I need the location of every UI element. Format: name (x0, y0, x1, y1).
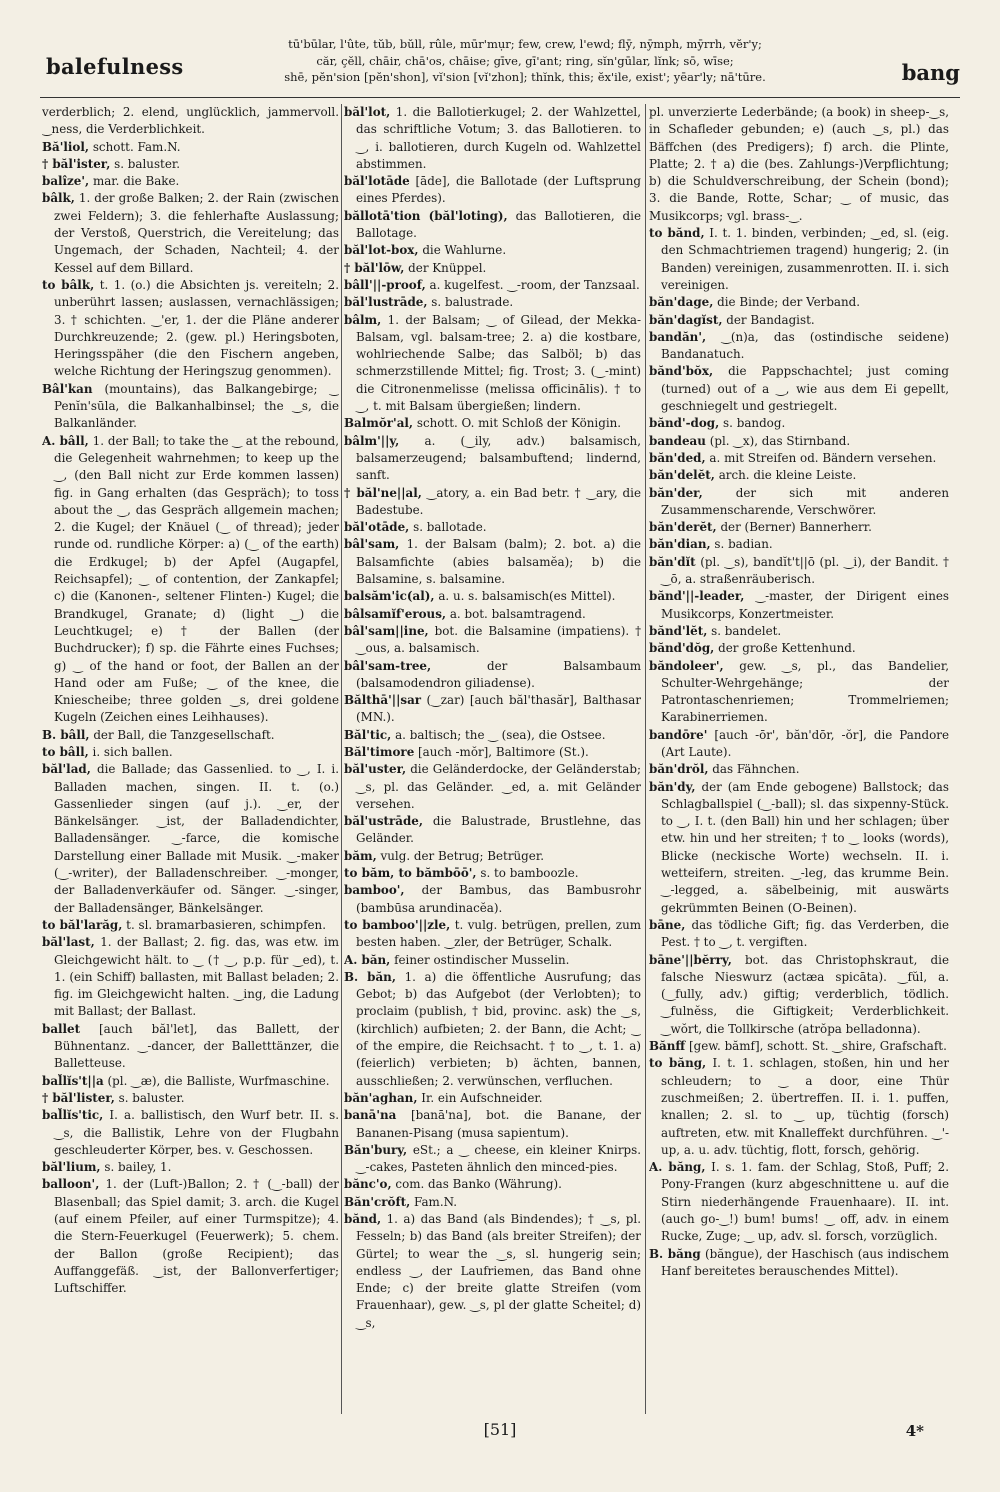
definition: das Ballotieren, die Ballotage. (356, 208, 641, 241)
dictionary-entry (42, 744, 339, 761)
dictionary-entry (344, 952, 641, 969)
definition: 1. der Ballast; 2. fig. das, was etw. im Gleichgewicht hält. to ‿ († ‿, p.p. für ‿ed), t. 1. (ein Schiff) ballasten, mit Ballast beladen; 2. fig. im Gleichgewicht halten. ‿ing, die Ladung mit Ballast; der Ballast. (54, 935, 339, 1019)
headword: Băn'bury, (344, 1142, 408, 1157)
dictionary-entry (649, 640, 949, 657)
dictionary-entry (344, 173, 641, 208)
definition: der sich mit anderen Zusammenscharende, Verschwörer. (661, 485, 949, 517)
headword: Băl'tic, (344, 727, 392, 742)
header-rule (40, 97, 960, 98)
headword: băn'aghan, (344, 1090, 418, 1105)
page-header (40, 30, 960, 94)
dictionary-entry (42, 1090, 339, 1107)
definition: a. baltisch; the ‿ (sea), die Ostsee. (395, 727, 606, 742)
headword: Băn'crŏft, (344, 1194, 411, 1209)
headword: băl'uster, (344, 762, 407, 777)
dictionary-entry (344, 606, 641, 623)
definition: vulg. der Betrug; Betrüger. (380, 848, 544, 863)
definition: 1. der große Balken; 2. der Rain (zwischen zwei Feldern); 3. die fehlerhafte Auslassung; der Verstoß, Querstrich, die Vereitelung; das Ungemach, der Schaden, Nachteil; 4. der Kessel auf dem Billard. (54, 191, 339, 275)
definition: a. (‿ily, adv.) balsamisch, balsamerzeugend; balsambuftend; lindernd, sanft. (356, 433, 641, 483)
definition: ‿-master, der Dirigent eines Musikcorps, Konzertmeister. (661, 589, 949, 621)
headword: băl'lustrāde, (344, 295, 428, 310)
headword: bâl'sam, (344, 537, 400, 552)
dictionary-entry (649, 519, 949, 536)
definition: (pl. ‿æ), die Balliste, Wurfmaschine. (107, 1073, 330, 1088)
headword: ballet (42, 1021, 81, 1036)
headword: băl'lot-box, (344, 243, 419, 258)
definition: s. bandelet. (711, 623, 782, 638)
dictionary-entry (649, 623, 949, 640)
definition: gew. ‿s, pl., das Bandelier, Schulter-Wehrgehänge; der Patrontaschenriemen; Trommelriemen; Karabinerriemen. (661, 658, 949, 725)
definition: I. s. 1. fam. der Schlag, Stoß, Puff; 2. Pony-Frangen (kurz abgeschnittene u. auf die Stirn niederhängende Frauenhaare). II. int. (auch go-‿!) bum! bums! ‿ off, adv. in einem Rucke, Zuge; ‿ up, adv. sl. forsch, vorzüglich. (661, 1160, 949, 1244)
definition: 1. der (Luft-)Ballon; 2. † (‿-ball) der Blasenball; das Spiel damit; 3. arch. die Kugel (auf einem Pfeiler, auf einer Turmspitze); 4. die Stern-Feuerkugel (Feuerwerk); 5. chem. der Ballon (große Recipient); das Auffanggefäß. ‿ist, der Ballonverfertiger; Luftschiffer. (54, 1177, 339, 1296)
definition: 1. der Balsam (balm); 2. bot. a) die Balsamfichte (abies balsamĕa); b) die Balsamine, s. balsamine. (356, 537, 641, 587)
headword: bâlm, (344, 312, 382, 327)
headword: balîze', (42, 174, 90, 189)
definition: a. kugelfest. ‿-room, der Tanzsaal. (429, 277, 640, 292)
definition: I. a. ballistisch, den Wurf betr. II. s. ‿s, die Ballistik, Lehre von der Flugbahn geschleuderter Körper, bes. v. Geschossen. (54, 1108, 339, 1157)
headword: băm, (344, 848, 377, 863)
definition: arch. die kleine Leiste. (718, 468, 857, 483)
headword: băn'delĕt, (649, 468, 715, 483)
definition: t. vulg. betrügen, prellen, zum besten haben. ‿zler, der Betrüger, Schalk. (356, 917, 641, 950)
column-3 (649, 104, 949, 1414)
definition: [auch -ōr', băn'dōr, -ŏr], die Pandore (Art Laute). (661, 727, 949, 759)
dictionary-entry (649, 450, 949, 467)
headword: bâll'||-proof, (344, 277, 426, 292)
dictionary-entry (344, 865, 641, 882)
dictionary-entry (649, 727, 949, 762)
definition: s. baluster. (114, 156, 181, 171)
definition: a. u. s. balsamisch(es Mittel). (438, 589, 616, 604)
dictionary-entry (649, 363, 949, 415)
dictionary-entry (42, 917, 339, 934)
dictionary-entry (42, 104, 339, 139)
headword: Băl'timore (344, 744, 415, 759)
definition: s. badian. (714, 537, 773, 552)
dictionary-entry (42, 1107, 339, 1159)
definition: 1. a) das Band (als Bindendes); † ‿s, pl. Fesseln; b) das Band (als breiter Streifen); der Gürtel; to wear the ‿s, sl. hungerig sein; endless ‿, der Laufriemen, das Band ohne Ende; c) der breite glatte Streifen (vom Frauenhaar), gew. ‿s, pl der glatte Scheitel; d) ‿s, (356, 1212, 641, 1330)
dictionary-entry (649, 1159, 949, 1245)
headword: † băl'lister, (42, 1090, 115, 1105)
definition: pl. unverzierte Lederbände; (a book) in sheep-‿s, in Schafleder gebunden; e) (auch ‿s, pl.) das Bäffchen (des Predigers); f) arch. die Plinte, Platte; 2. † a) die (bes. Zahlungs-)Verpflichtung; b) die Schuldverschreibung, der Schein (bond); 3. die Bande, Rotte, Schar; ‿ of music, das Musikcorps; vgl. brass-‿. (649, 105, 949, 223)
dictionary-entry (344, 917, 641, 952)
dictionary-entry (42, 173, 339, 190)
headword: băndoleer', (649, 658, 724, 673)
definition: 1. die Ballotierkugel; 2. der Wahlzettel, das schriftliche Votum; 3. das Ballotieren. to ‿, i. ballotieren, durch Kugeln od. Wahlzettel abstimmen. (356, 105, 641, 171)
dictionary-entry (649, 1055, 949, 1159)
headword: to bâlk, (42, 277, 95, 292)
headword: to bâll, (42, 744, 89, 759)
headword: bâlm'||y, (344, 433, 400, 448)
dictionary-entry (649, 588, 949, 623)
headword: B. băn, (344, 969, 396, 984)
column-1 (42, 104, 339, 1414)
dictionary-entry (649, 312, 949, 329)
headword: balsăm'ic(al), (344, 589, 435, 604)
column-2 (344, 104, 641, 1414)
dictionary-entry (42, 156, 339, 173)
definition: eSt.; a ‿ cheese, ein kleiner Knirps. ‿-cakes, Pasteten ähnlich den minced-pies. (356, 1142, 641, 1175)
headword: bănd, (344, 1212, 382, 1226)
dictionary-entry (649, 415, 949, 432)
headword: bâl'sam-tree, (344, 658, 432, 673)
definition: der große Kettenhund. (718, 641, 856, 656)
dictionary-entry (42, 381, 339, 433)
definition: I. t. 1. binden, verbinden; ‿ed, sl. (eig. den Schmachtriemen tragend) hungerig; 2. (in Banden) vereinigen, zusammenrotten. II. i. sich vereinigen. (661, 226, 949, 292)
dictionary-entry (649, 104, 949, 225)
pronunciation-line: shē, pĕn'sion [pĕn'shon], vĭ'sion [vĭ'zhon]; thĭnk, this; ĕx'ile, exist'; yēar'ly; nā'tūre. (284, 70, 766, 85)
definition: die Binde; der Verband. (717, 295, 861, 310)
definition: das tödliche Gift; fig. das Verderben, die Pest. † to ‿, t. vergiften. (661, 917, 949, 950)
dictionary-entry (344, 692, 641, 727)
definition: die Balustrade, Brustlehne, das Geländer. (356, 814, 641, 846)
definition: der Bambus, das Bambusrohr (bambūsa arundinacĕa). (356, 883, 641, 915)
dictionary-entry (344, 588, 641, 605)
headword: băllotā'tion (băl'loting), (344, 208, 508, 223)
dictionary-entry (649, 433, 949, 450)
headword: † băl'lōw, (344, 260, 405, 275)
definition: 1. der Balsam; ‿ of Gilead, der Mekka-Balsam, vgl. balsam-tree; 2. a) die kostbare, wohlriechende Salbe; das Salböl; b) das schmerzstillende Mittel; fig. Trost; 3. (‿-mint) die Citronenmelisse (melissa officinālis). † to ‿, t. mit Balsam übergießen; lindern. (356, 312, 641, 414)
definition: bot. die Balsamine (impatiens). † ‿ous, a. balsamisch. (356, 623, 641, 656)
headword: Bă'liol, (42, 139, 90, 154)
dictionary-entry (649, 536, 949, 553)
definition: s. to bamboozle. (480, 866, 579, 881)
headword: bănd'bŏx, (649, 364, 714, 379)
definition: [auch băl'let], das Ballett, der Bühnentanz. ‿-dancer, der Balletttänzer, die Balletteuse. (54, 1021, 339, 1071)
headword: Bănff (649, 1039, 686, 1054)
definition: s. bandog. (723, 416, 786, 431)
definition: s. baluster. (118, 1090, 185, 1105)
dictionary-entry (42, 934, 339, 1020)
headword: to băl'larăg, (42, 917, 123, 932)
dictionary-entry (344, 1142, 641, 1177)
headword: băl'lad, (42, 762, 91, 777)
dictionary-entry (649, 329, 949, 364)
dictionary-entry (649, 225, 949, 294)
headword: A. băng, (649, 1160, 706, 1175)
dictionary-entry (649, 1246, 949, 1281)
definition: mar. die Bake. (92, 174, 180, 189)
definition: feiner ostindischer Musselin. (394, 952, 570, 967)
headword: bāne, (649, 917, 686, 932)
headword: băl'lotāde (344, 174, 410, 189)
dictionary-entry (649, 554, 949, 589)
pronunciation-line: căr, çĕll, chāir, chā'os, chāise; gīve, gī'ant; ring, sĭn'gūlar, lĭnk; sō, wīse; (316, 53, 734, 68)
definition: der Bandagist. (726, 312, 815, 327)
definition: die Pappschachtel; just coming (turned) out of a ‿, wie aus dem Ei gepellt, geschniegelt und gestriegelt. (661, 364, 949, 414)
headword: Bălthā'||sar (344, 693, 422, 708)
definition: [āde], die Ballotade (der Luftsprung eines Pferdes). (356, 174, 641, 206)
headword: B. băng (649, 1246, 701, 1261)
definition: der Ball, die Tanzgesellschaft. (93, 727, 275, 742)
dictionary-entry (649, 294, 949, 311)
dictionary-entry (344, 1090, 641, 1107)
definition: schott. O. mit Schloß der Königin. (416, 416, 622, 431)
dictionary-entry (344, 415, 641, 432)
definition: verderblich; 2. elend, unglücklich, jammervoll. ‿ness, die Verderblichkeit. (42, 105, 339, 137)
headword: bănd'dŏg, (649, 641, 715, 656)
headword: băn'dage, (649, 295, 714, 310)
definition: [auch -mŏr], Baltimore (St.). (418, 744, 589, 759)
pronunciation-line: tū'būlar, l'ûte, tŭb, bŭll, rûle, mūr'mụr; few, crew, l'ewd; flȳ, nȳmph, mȳrrh, vĕr'y; (288, 37, 762, 51)
dictionary-entry (344, 727, 641, 744)
dictionary-entry (344, 104, 641, 173)
definition: (‿zar) [auch băl'thasăr], Balthasar (MN.). (356, 693, 641, 725)
dictionary-entry (344, 744, 641, 761)
dictionary-entry (42, 433, 339, 727)
definition: [gew. bămf], schott. St. ‿shire, Grafschaft. (688, 1039, 947, 1054)
headword: bal̆lĭs't||a (42, 1073, 104, 1088)
headword: băn'dian, (649, 537, 711, 552)
dictionary-entry (344, 312, 641, 416)
dictionary-entry (344, 1194, 641, 1211)
headword: bâl'sam||ine, (344, 623, 429, 638)
headword: bandăn', (649, 329, 707, 344)
headword: băl'lium, (42, 1160, 101, 1175)
definition: der Balsambaum (balsamodendron giliadense). (356, 658, 641, 690)
dictionary-entry (344, 623, 641, 658)
headword: bâlk, (42, 191, 75, 206)
dictionary-entry (344, 1107, 641, 1142)
definition: (pl. ‿s), bandĭt't||ō (pl. ‿i), der Bandit. † ‿ō, a. straßenräuberisch. (661, 554, 949, 587)
dictionary-entry (649, 467, 949, 484)
dictionary-entry (344, 208, 641, 243)
dictionary-entry (344, 294, 641, 311)
dictionary-entry (344, 277, 641, 294)
headword: băl'last, (42, 935, 95, 950)
dictionary-entry (649, 779, 949, 917)
dictionary-entry (344, 1176, 641, 1193)
dictionary-entry (344, 433, 641, 485)
definition: s. ballotade. (413, 520, 487, 535)
dictionary-entry (42, 761, 339, 917)
definition: bot. das Christophskraut, die falsche Nieswurz (actæa spicāta). ‿fŭl, a. (‿fully, adv.) giftig; verderblich, tödlich. ‿fulnĕss, die Giftigkeit; Verderblichkeit. ‿wŏrt, die Tollkirsche (atrŏpa belladonna). (661, 952, 949, 1036)
printer-signature: 4* (905, 1422, 924, 1440)
headword: A. bâll, (42, 433, 89, 448)
definition: I. t. 1. schlagen, stoßen, hin und her schleudern; to ‿ a door, eine Thür zuschmeißen; 2. übertreffen. II. i. 1. puffen, knallen; 2. sl. to ‿ up, tüchtig (forsch) auftreten, etw. mit Knalleffekt durchführen. ‿'-up, a. u. adv. tüchtig, flott, forsch, gehörig. (661, 1056, 949, 1157)
guide-word-left: balefulness (46, 54, 184, 79)
definition: [banā'na], bot. die Banane, der Bananen-Pisang (musa sapientum). (356, 1108, 641, 1140)
headword: bal̆lĭs'tic, (42, 1108, 104, 1123)
definition: ‿(n)a, das (ostindische seidene) Bandanatuch. (661, 329, 949, 362)
dictionary-entry (42, 1159, 339, 1176)
definition: (mountains), das Balkangebirge; ‿ Penĭn'sūla, die Balkanhalbinsel; the ‿s, die Balkanländer. (54, 381, 339, 431)
dictionary-entry (344, 260, 641, 277)
definition: s. bailey, 1. (104, 1160, 172, 1175)
page-number: [51] (483, 1420, 517, 1439)
headword: bănd'||-leader, (649, 589, 745, 604)
column-divider (341, 104, 342, 1414)
headword: A. băn, (344, 952, 391, 967)
headword: băl'otāde, (344, 520, 410, 535)
page-footer (40, 1420, 960, 1450)
definition: t. 1. (o.) die Absichten js. vereiteln; 2. unberührt lassen; auslassen, vernachlässigen; 3. † schichten. ‿'er, 1. der die Pläne anderer Durchkreuzende; 2. (gew. pl.) Heringsboten, Heringsspäher (die den Fischern angeben, welche Richtung der Heringszug genommen). (54, 277, 339, 379)
headword: băn'der, (649, 485, 703, 500)
headword: băn'ded, (649, 450, 706, 465)
definition: 1. a) die öffentliche Ausrufung; das Gebot; b) das Aufgebot (der Verlobten); to proclaim (publish, † bid, provinc. ask) the ‿s, (kirchlich) aufbieten; 2. der Bann, die Acht; ‿ of the empire, die Reichsacht. † to ‿, t. 1. a) (feierlich) verbieten; b) ächten, bannen, ausschließen; 2. verwünschen, verfluchen. (356, 969, 641, 1088)
definition: die Geländerdocke, der Geländerstab; ‿s, pl. das Geländer. ‿ed, a. mit Geländer versehen. (356, 762, 641, 811)
dictionary-entry (649, 761, 949, 778)
headword: to băm, to bămbōō', (344, 866, 477, 881)
definition: (băngue), der Haschisch (aus indischem Hanf bereitetes berauschendes Mittel). (661, 1246, 949, 1278)
headword: băn'derĕt, (649, 520, 717, 535)
headword: bandōre' (649, 727, 708, 742)
dictionary-entry (649, 917, 949, 952)
dictionary-entry (42, 1073, 339, 1090)
dictionary-entry (42, 1021, 339, 1073)
definition: die Ballade; das Gassenlied. to ‿, I. i. Balladen machen, singen. II. t. (o.) Gassenlieder singen (auf j.). ‿er, der Bänkelsänger. ‿ist, der Balladendichter, Balladensänger. ‿-farce, die komische Darstellung einer Ballade mit Musik. ‿-maker (‿-writer), der Balladenschreiber. ‿-monger, der Balladenverkäufer od. Sänger. ‿-singer, der Balladensänger, Bänkelsänger. (54, 762, 339, 915)
dictionary-entry (344, 242, 641, 259)
headword: balloon', (42, 1177, 100, 1192)
dictionary-entry (649, 1038, 949, 1055)
definition: der (am Ende gebogene) Ballstock; das Schlagballspiel (‿-ball); sl. das sixpenny-Stück. to ‿, I. t. (den Ball) hin und her schlagen; über etw. hin und her streiten; † to ‿ looks (words), Blicke (neckische Worte) wechseln. II. i. wetteifern, streiten. ‿-leg, das krumme Bein. ‿-legged, a. säbelbeinig, mit auswärts gekrümmten Beinen (O-Beinen). (661, 779, 949, 915)
headword: bâlsamĭf'erous, (344, 606, 447, 621)
dictionary-entry (344, 485, 641, 520)
headword: băn'dagĭst, (649, 312, 723, 327)
definition: der Knüppel. (408, 260, 487, 275)
dictionary-entry (344, 848, 641, 865)
dictionary-entry (344, 658, 641, 693)
headword: banā'na (344, 1108, 397, 1123)
headword: to bamboo'||zle, (344, 917, 451, 932)
dictionary-entry (344, 761, 641, 813)
dictionary-entry (649, 952, 949, 1038)
dictionary-entry (344, 969, 641, 1090)
definition: ‿atory, a. ein Bad betr. † ‿ary, die Badestube. (356, 485, 641, 517)
headword: † băl'ister, (42, 156, 111, 171)
dictionary-entry (344, 882, 641, 917)
headword: † băl'ne||al, (344, 485, 422, 500)
dictionary-entry (344, 1211, 641, 1332)
definition: Fam.N. (414, 1194, 458, 1209)
headword: băl'lot, (344, 105, 391, 119)
column-divider (645, 104, 646, 1414)
dictionary-entry (649, 658, 949, 727)
definition: Ir. ein Aufschneider. (421, 1090, 543, 1105)
definition: das Fähnchen. (712, 762, 800, 777)
dictionary-entry (42, 727, 339, 744)
headword: băn'dĭt (649, 554, 696, 569)
definition: a. mit Streifen od. Bändern versehen. (709, 450, 937, 465)
dictionary-entry (42, 277, 339, 381)
dictionary-entry (42, 1176, 339, 1297)
headword: Balmŏr'al, (344, 416, 414, 431)
headword: bănd'-dog, (649, 416, 720, 431)
dictionary-entry (649, 485, 949, 520)
headword: băn'drŏl, (649, 762, 709, 777)
headword: bamboo', (344, 883, 405, 898)
dictionary-entry (344, 536, 641, 588)
definition: t. sl. bramarbasieren, schimpfen. (126, 917, 326, 932)
definition: 1. der Ball; to take the ‿ at the rebound, die Gelegenheit wahrnehmen; to keep up the ‿, (den Ball nicht zur Erde kommen lassen) fig. in Gang erhalten (das Gespräch); to toss about the ‿, das Gespräch allgemein machen; 2. die Kugel; der Knäuel (‿ of thread); jeder runde od. rundliche Körper: a) (‿ of the earth) die Erdkugel; b) der Apfel (Augapfel, Reichsapfel); ‿ of contention, der Zankapfel; c) die (Kanonen-, seltener Flinten-) Kugel; die Brandkugel, Granate; d) (light ‿) die Leuchtkugel; e) † der Ballen (der Buchdrucker); f) sp. die Fährte eines Fuchses; g) ‿ of the hand or foot, der Ballen an der Hand oder am Fuße; ‿ of the knee, die Kniescheibe; three golden ‿s, drei goldene Kugeln (Zeichen eines Leihhauses). (54, 433, 339, 725)
headword: bănc'o, (344, 1177, 392, 1192)
definition: com. das Banko (Währung). (395, 1177, 562, 1192)
definition: (pl. ‿x), das Stirnband. (709, 433, 851, 448)
definition: die Wahlurne. (422, 243, 507, 258)
headword: bandeau (649, 433, 706, 448)
headword: B. bâll, (42, 727, 90, 742)
headword: to bănd, (649, 226, 705, 241)
definition: i. sich ballen. (92, 744, 173, 759)
guide-word-right: bang (901, 60, 960, 85)
dictionary-entry (344, 519, 641, 536)
definition: s. balustrade. (431, 295, 514, 310)
pronunciation-key (225, 36, 825, 86)
headword: to băng, (649, 1056, 707, 1071)
dictionary-entry (42, 190, 339, 276)
definition: schott. Fam.N. (92, 139, 181, 154)
dictionary-entry (42, 139, 339, 156)
dictionary-entry (344, 813, 641, 848)
definition: der (Berner) Bannerherr. (720, 520, 872, 535)
headword: Bâl'kan (42, 381, 93, 396)
headword: băn'dy, (649, 779, 696, 794)
definition: a. bot. balsamtragend. (449, 606, 586, 621)
headword: bāne'||bĕrry, (649, 952, 732, 967)
headword: băl'ustrāde, (344, 814, 423, 829)
headword: bănd'lĕt, (649, 623, 708, 638)
